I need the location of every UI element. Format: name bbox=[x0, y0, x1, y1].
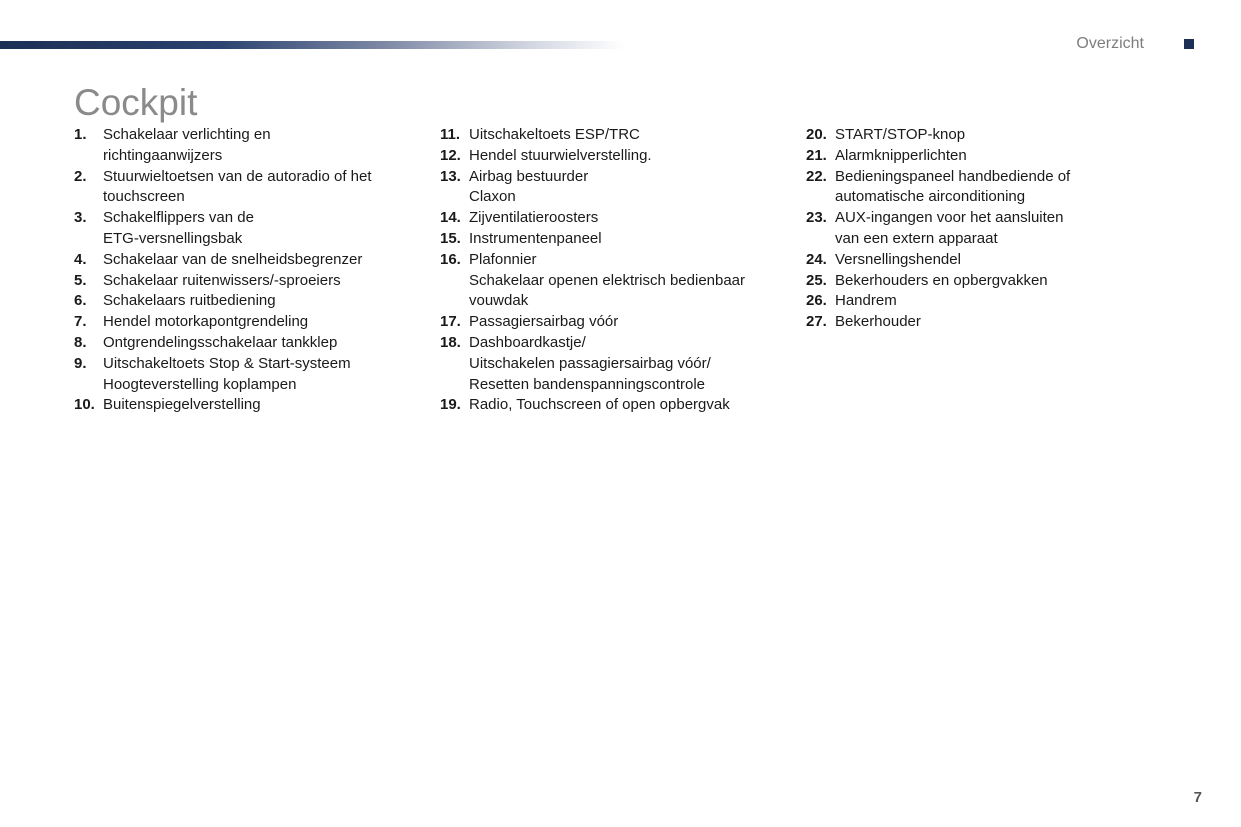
item-text-line: automatische airconditioning bbox=[835, 188, 1026, 206]
item-number: 8. bbox=[74, 333, 87, 351]
item-text bbox=[835, 167, 1151, 209]
list-item bbox=[74, 250, 419, 271]
item-text bbox=[835, 271, 1151, 292]
item-text-line: Uitschakelen passagiersairbag vóór/ bbox=[469, 354, 711, 372]
list-item bbox=[74, 291, 419, 312]
item-text-line: Instrumentenpaneel bbox=[469, 229, 602, 247]
list-item bbox=[440, 250, 785, 312]
item-number: 9. bbox=[74, 354, 87, 372]
item-text-line: Radio, Touchscreen of open opbergvak bbox=[469, 396, 730, 414]
item-number: 24. bbox=[806, 250, 827, 268]
list-item bbox=[74, 167, 419, 209]
list-item bbox=[74, 208, 419, 250]
list-item bbox=[440, 312, 785, 333]
item-number: 22. bbox=[806, 167, 827, 185]
item-text-line: Hendel stuurwielverstelling. bbox=[469, 146, 652, 164]
list-item bbox=[806, 208, 1151, 250]
section-label: Overzicht bbox=[1076, 35, 1144, 52]
item-text-line: Schakelaar ruitenwissers/-sproeiers bbox=[103, 271, 341, 289]
item-text bbox=[103, 312, 419, 333]
item-text bbox=[103, 395, 419, 416]
list-item bbox=[74, 333, 419, 354]
item-text bbox=[103, 208, 419, 250]
item-text-line: Ontgrendelingsschakelaar tankklep bbox=[103, 333, 338, 351]
item-number: 12. bbox=[440, 146, 461, 164]
item-number: 20. bbox=[806, 126, 827, 143]
item-text-line: Versnellingshendel bbox=[835, 250, 961, 268]
header-gradient-bar bbox=[0, 41, 625, 49]
item-number: 25. bbox=[806, 271, 827, 289]
list-item bbox=[806, 291, 1151, 312]
item-number: 6. bbox=[74, 292, 87, 310]
item-text-line: Buitenspiegelverstelling bbox=[103, 396, 261, 414]
item-text bbox=[103, 333, 419, 354]
list-item bbox=[806, 250, 1151, 271]
item-text bbox=[103, 167, 419, 209]
list-item bbox=[806, 146, 1151, 167]
item-text-line: Schakelaar openen elektrisch bedienbaar bbox=[469, 271, 746, 289]
item-text-line: Hendel motorkapontgrendeling bbox=[103, 313, 309, 331]
list-item bbox=[74, 271, 419, 292]
item-text-line: Handrem bbox=[835, 292, 897, 310]
item-text bbox=[835, 208, 1151, 250]
item-number: 2. bbox=[74, 167, 87, 185]
item-text-line: Stuurwieltoetsen van de autoradio of het bbox=[103, 167, 372, 185]
item-text bbox=[469, 208, 785, 229]
item-text-line: Schakelflippers van de bbox=[103, 209, 254, 227]
item-text-line: Uitschakeltoets ESP/TRC bbox=[469, 126, 640, 143]
item-text bbox=[103, 291, 419, 312]
item-number: 7. bbox=[74, 313, 87, 331]
list-item bbox=[74, 354, 419, 396]
item-text-line: Hoogteverstelling koplampen bbox=[103, 375, 297, 393]
list-item bbox=[806, 312, 1151, 333]
item-text bbox=[469, 312, 785, 333]
item-text-line: Alarmknipperlichten bbox=[835, 146, 967, 164]
item-number: 17. bbox=[440, 313, 461, 331]
item-number: 4. bbox=[74, 250, 87, 268]
item-number: 15. bbox=[440, 229, 461, 247]
item-text bbox=[469, 167, 785, 209]
item-text-line: Claxon bbox=[469, 188, 516, 206]
item-text-line: Bekerhouder bbox=[835, 313, 921, 331]
item-text bbox=[469, 125, 785, 146]
item-text-line: Bedieningspaneel handbediende of bbox=[835, 167, 1071, 185]
page-title: Cockpit bbox=[74, 82, 198, 123]
item-number: 23. bbox=[806, 209, 827, 227]
item-text bbox=[835, 250, 1151, 271]
item-text-line: Uitschakeltoets Stop & Start-systeem bbox=[103, 354, 351, 372]
list-column-1 bbox=[74, 125, 419, 416]
item-text bbox=[469, 146, 785, 167]
item-text-line: ETG-versnellingsbak bbox=[103, 229, 243, 247]
item-text-line: Passagiersairbag vóór bbox=[469, 313, 619, 331]
list-item bbox=[440, 125, 785, 146]
item-number: 13. bbox=[440, 167, 461, 185]
item-number: 10. bbox=[74, 396, 95, 414]
item-number: 3. bbox=[74, 209, 87, 227]
list-item bbox=[440, 333, 785, 395]
item-text-line: Resetten bandenspanningscontrole bbox=[469, 375, 706, 393]
list-item bbox=[806, 167, 1151, 209]
item-number: 21. bbox=[806, 146, 827, 164]
item-number: 16. bbox=[440, 250, 461, 268]
item-number: 1. bbox=[74, 126, 87, 143]
item-text bbox=[835, 312, 1151, 333]
item-text-line: AUX-ingangen voor het aansluiten bbox=[835, 209, 1064, 227]
list-column-3 bbox=[806, 125, 1151, 333]
item-text-line: Schakelaars ruitbediening bbox=[103, 292, 276, 310]
item-number: 14. bbox=[440, 209, 461, 227]
list-item bbox=[74, 312, 419, 333]
item-text bbox=[103, 125, 419, 167]
item-text-line: Dashboardkastje/ bbox=[469, 333, 586, 351]
item-text-line: Schakelaar van de snelheidsbegrenzer bbox=[103, 250, 363, 268]
item-number: 27. bbox=[806, 313, 827, 331]
item-text bbox=[103, 354, 419, 396]
item-number: 19. bbox=[440, 396, 461, 414]
list-item bbox=[440, 146, 785, 167]
item-text-line: START/STOP-knop bbox=[835, 126, 966, 143]
item-text bbox=[103, 250, 419, 271]
item-text-line: Bekerhouders en opbergvakken bbox=[835, 271, 1048, 289]
list-item bbox=[440, 208, 785, 229]
section-marker-icon bbox=[1184, 39, 1194, 49]
item-text-line: touchscreen bbox=[103, 188, 185, 206]
item-text bbox=[835, 125, 1151, 146]
item-text bbox=[469, 229, 785, 250]
item-number: 11. bbox=[440, 126, 461, 143]
item-text bbox=[835, 291, 1151, 312]
item-text bbox=[835, 146, 1151, 167]
item-number: 18. bbox=[440, 333, 461, 351]
item-text-line: Plafonnier bbox=[469, 250, 537, 268]
item-text-line: Zijventilatieroosters bbox=[469, 209, 599, 227]
item-text-line: richtingaanwijzers bbox=[103, 146, 223, 164]
list-item bbox=[74, 125, 419, 167]
item-number: 26. bbox=[806, 292, 827, 310]
list-column-2 bbox=[440, 125, 785, 416]
list-item bbox=[440, 395, 785, 416]
list-item bbox=[806, 125, 1151, 146]
page-number: 7 bbox=[1193, 789, 1202, 806]
item-text bbox=[469, 395, 785, 416]
list-item bbox=[440, 229, 785, 250]
list-item bbox=[440, 167, 785, 209]
item-text bbox=[103, 271, 419, 292]
item-text-line: vouwdak bbox=[469, 292, 529, 310]
item-number: 5. bbox=[74, 271, 87, 289]
item-text bbox=[469, 250, 785, 312]
list-item bbox=[74, 395, 419, 416]
item-text-line: van een extern apparaat bbox=[835, 229, 998, 247]
item-text bbox=[469, 333, 785, 395]
item-text-line: Airbag bestuurder bbox=[469, 167, 589, 185]
list-item bbox=[806, 271, 1151, 292]
item-text-line: Schakelaar verlichting en bbox=[103, 126, 271, 143]
